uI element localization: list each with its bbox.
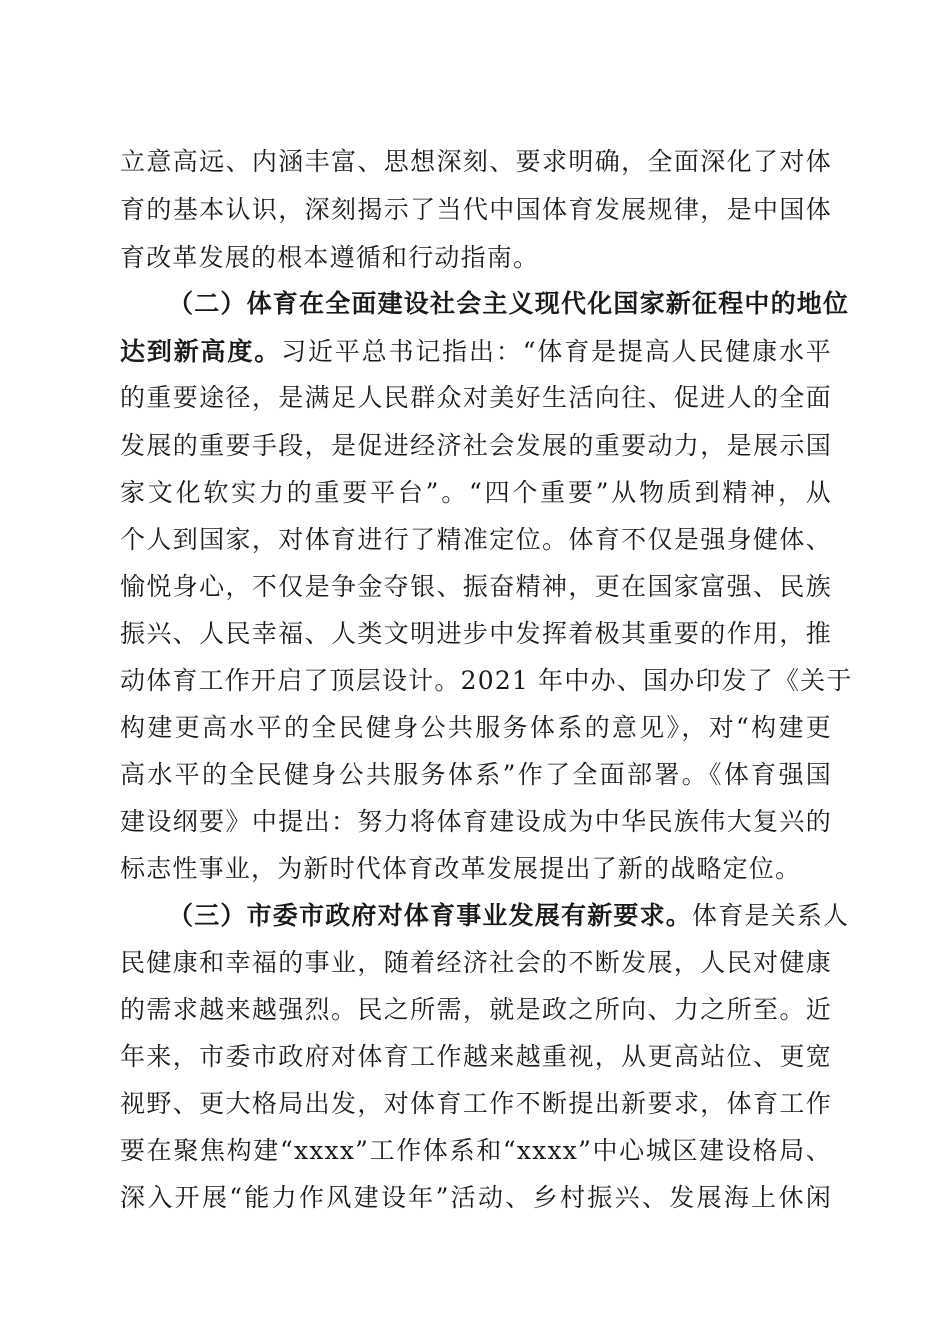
paragraph-line: 视野、更大格局出发，对体育工作不断提出新要求，体育工作 bbox=[120, 1089, 832, 1118]
paragraph-text: 习近平总书记指出：“体育是提高人民健康水平 bbox=[281, 337, 833, 366]
paragraph-line: 构建更高水平的全民健身公共服务体系的意见》，对“构建更 bbox=[120, 713, 832, 742]
paragraph-line: 标志性事业，为新时代体育改革发展提出了新的战略定位。 bbox=[120, 854, 802, 883]
paragraph-line: 民健康和幸福的事业，随着经济社会的不断发展，人民对健康 bbox=[120, 948, 832, 977]
section-heading: （三）市委市政府对体育事业发展有新要求。 bbox=[168, 901, 693, 930]
paragraph-line: 振兴、人民幸福、人类文明进步中发挥着极其重要的作用，推 bbox=[120, 619, 832, 648]
paragraph-line: 高水平的全民健身公共服务体系”作了全面部署。《体育强国 bbox=[120, 760, 832, 789]
paragraph-line bbox=[168, 894, 850, 938]
paragraph-line: 个人到国家，对体育进行了精准定位。体育不仅是强身健体、 bbox=[120, 525, 832, 554]
paragraph-text: 体育是关系人 bbox=[692, 901, 850, 930]
paragraph-line: 育的基本认识，深刻揭示了当代中国体育发展规律，是中国体 bbox=[120, 195, 832, 224]
paragraph-line: 要在聚焦构建“xxxx”工作体系和“xxxx”中心城区建设格局、 bbox=[120, 1136, 832, 1165]
paragraph-line: 愉悦身心，不仅是争金夺银、振奋精神，更在国家富强、民族 bbox=[120, 572, 832, 601]
paragraph-line: 育改革发展的根本遵循和行动指南。 bbox=[120, 243, 540, 272]
paragraph-line: 的重要途径，是满足人民群众对美好生活向往、促进人的全面 bbox=[120, 383, 832, 412]
section-heading: （二）体育在全面建设社会主义现代化国家新征程中的地位 bbox=[168, 289, 850, 318]
paragraph-line bbox=[120, 330, 832, 374]
paragraph-line: 动体育工作开启了顶层设计。2021 年中办、国办印发了《关于 bbox=[120, 666, 853, 695]
paragraph-line: 深入开展“能力作风建设年”活动、乡村振兴、发展海上休闲 bbox=[120, 1183, 832, 1212]
paragraph-line: 立意高远、内涵丰富、思想深刻、要求明确，全面深化了对体 bbox=[120, 147, 832, 176]
paragraph-line: 发展的重要手段，是促进经济社会发展的重要动力，是展示国 bbox=[120, 431, 832, 460]
paragraph-line: 年来，市委市政府对体育工作越来越重视，从更高站位、更宽 bbox=[120, 1042, 832, 1071]
paragraph-line: 建设纲要》中提出：努力将体育建设成为中华民族伟大复兴的 bbox=[120, 807, 832, 836]
paragraph-line: 的需求越来越强烈。民之所需，就是政之所向、力之所至。近 bbox=[120, 995, 832, 1024]
paragraph-line: 家文化软实力的重要平台”。“四个重要”从物质到精神，从 bbox=[120, 478, 832, 507]
section-heading-continued: 达到新高度。 bbox=[120, 337, 282, 366]
